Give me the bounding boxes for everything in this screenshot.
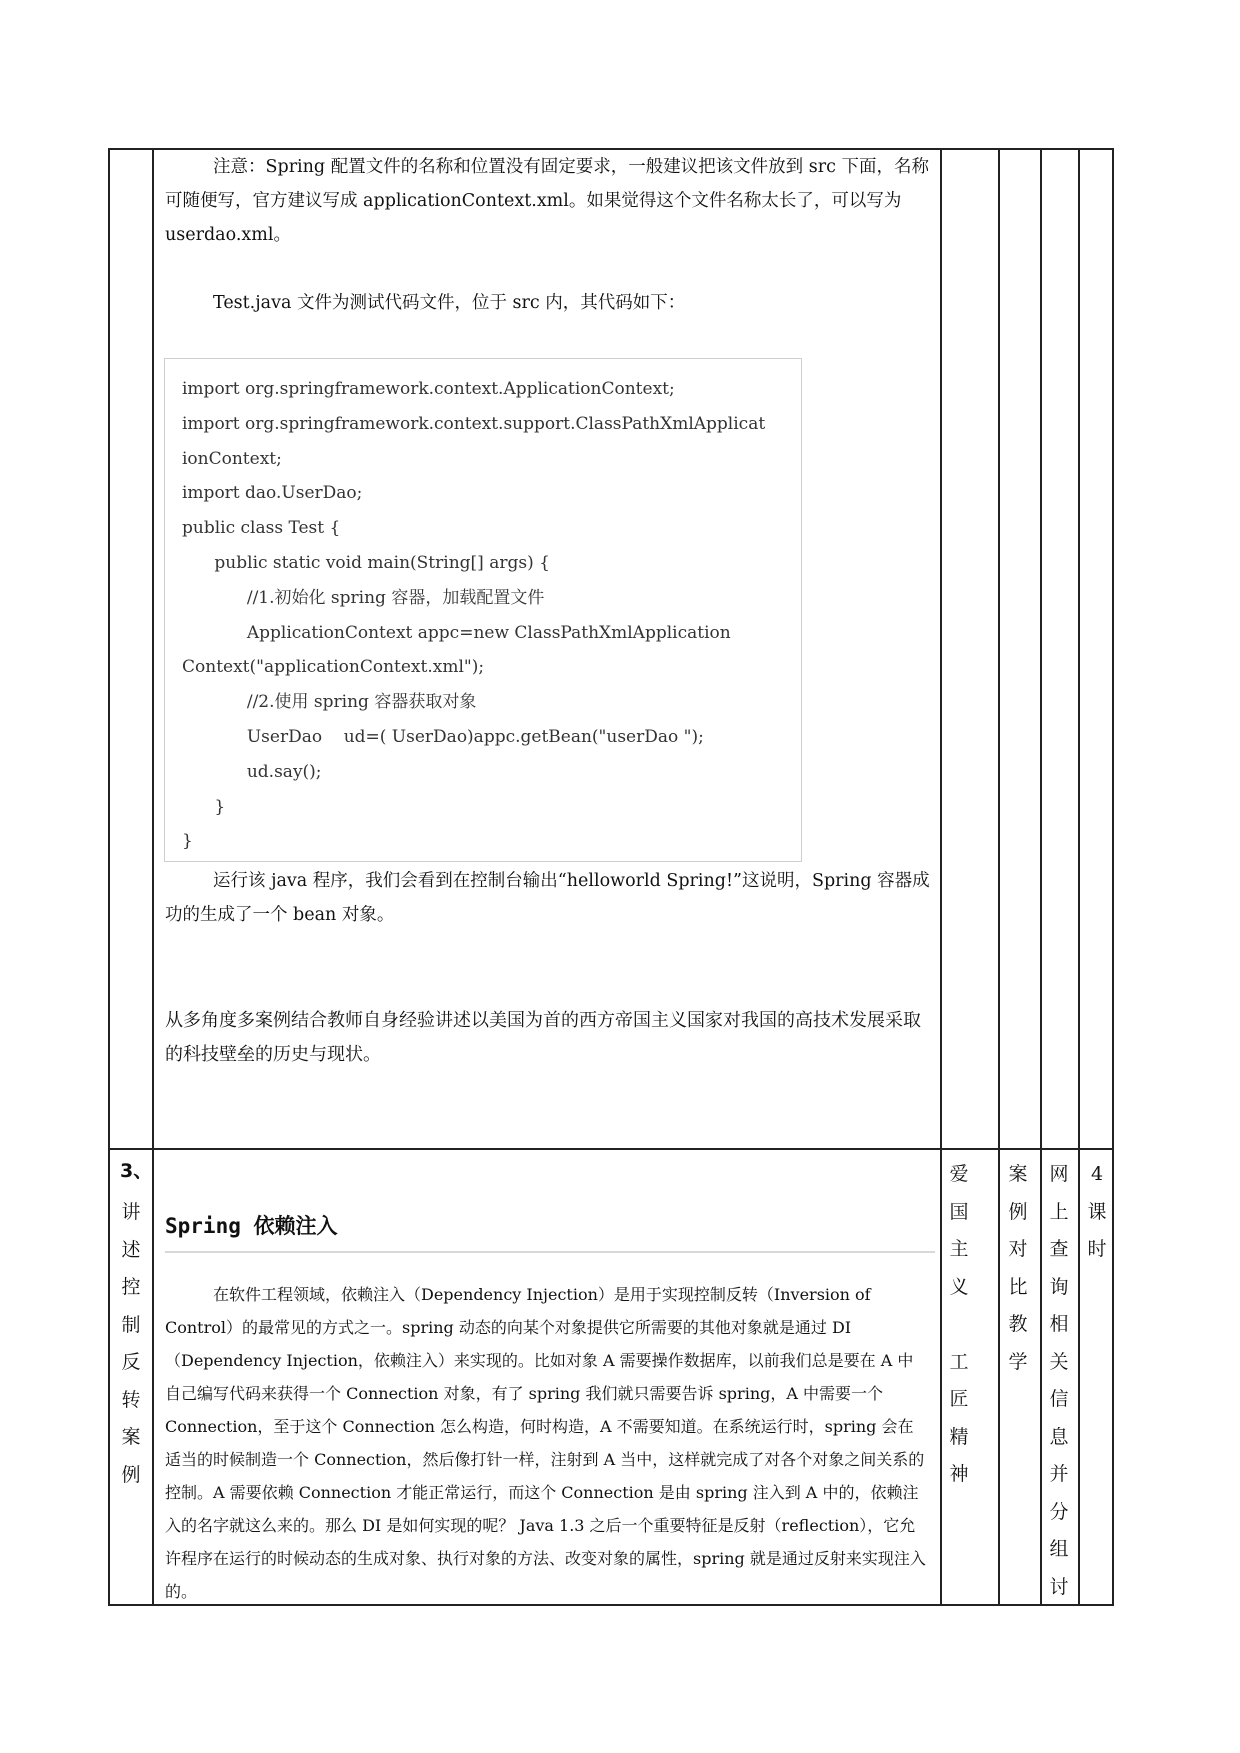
code-line: } xyxy=(182,796,226,817)
ideology-char: 工 xyxy=(949,1350,969,1373)
col-border xyxy=(1040,148,1042,1606)
method-char: 学 xyxy=(1008,1350,1028,1373)
ideology-char: 国 xyxy=(949,1200,969,1223)
code-line: } xyxy=(182,831,193,852)
code-line: //1.初始化 spring 容器，加载配置文件 xyxy=(182,587,545,608)
activity-char: 上 xyxy=(1049,1200,1069,1223)
dependency-injection-paragraph: 在软件工程领域，依赖注入（Dependency Injection）是用于实现控制反转（Inversion of Control）的最常见的方式之一。spring 动态的向某个对象提供它所需要的其他对象就是通过 DI（Dependency Injection，依赖注入）来实现的。比如对象 A 需要操作数据库，以前我们总是要在 A 中自己编写代码来获得一个 Connection 对象，有了 spring 我们就只需要告诉 spring，A 中需要一个 Connection，至于这个 Connection 怎么构造，何时构造，A 不需要知道。在系统运行时，spring 会在适当的时候制造一个 Connection，然后像打针一样，注射到 A 当中，这样就完成了对各个对象之间关系的控制。A 需要依赖 Connection 才能正常运行，而这个 Connection 是由 spring 注入到 A 中的，依赖注入的名字就这么来的。那么 DI 是如何实现的呢？ Java 1.3 之后一个重要特征是反射（reflection），它允许程序在运行的时候动态的生成对象、执行对象的方法、改变对象的属性，spring 就是通过反射来实现注入的。 xyxy=(165,1285,926,1601)
ideology-char: 匠 xyxy=(949,1388,969,1410)
ideology-char: 义 xyxy=(949,1275,969,1298)
activity-char: 信 xyxy=(1049,1388,1069,1410)
col-border xyxy=(998,148,1000,1606)
section-title-char: 述 xyxy=(121,1238,141,1261)
hours-column xyxy=(1085,1156,1109,1269)
heading-divider xyxy=(165,1251,935,1253)
method-char: 例 xyxy=(1008,1200,1028,1223)
code-line: UserDao ud=( UserDao)appc.getBean("userDao "); xyxy=(182,726,704,747)
hours-char: 时 xyxy=(1087,1238,1107,1260)
section-title-char: 控 xyxy=(121,1276,141,1298)
ideology-char: 爱 xyxy=(949,1163,969,1185)
code-line: ud.say(); xyxy=(182,761,322,782)
activity-char: 询 xyxy=(1049,1275,1069,1298)
method-char: 教 xyxy=(1008,1313,1028,1335)
config-note-paragraph: 注意：Spring 配置文件的名称和位置没有固定要求，一般建议把该文件放到 src 下面，名称可随便写，官方建议写成 applicationContext.xml。如果觉得这个文件名称太长了，可以写为 userdao.xml。 xyxy=(165,157,929,245)
activity-char: 关 xyxy=(1049,1350,1069,1373)
activity-char: 讨 xyxy=(1049,1575,1069,1598)
hours-char: 课 xyxy=(1087,1200,1107,1223)
section-title-char: 转 xyxy=(121,1388,141,1411)
section-title-char: 反 xyxy=(121,1351,141,1373)
activity-char: 并 xyxy=(1049,1463,1069,1485)
activity-column xyxy=(1047,1156,1071,1606)
ideology-char: 精 xyxy=(949,1425,969,1448)
code-line: import dao.UserDao; xyxy=(182,483,363,504)
code-line: import org.springframework.context.ApplicationContext; xyxy=(182,379,675,399)
code-line: import org.springframework.context.support.ClassPathXmlApplicat xyxy=(182,413,766,434)
method-char: 对 xyxy=(1008,1238,1028,1260)
code-line: Context("applicationContext.xml"); xyxy=(182,657,485,678)
method-char: 案 xyxy=(1008,1163,1028,1185)
section-heading: Spring 依赖注入 xyxy=(165,1214,338,1238)
ideology-char: 神 xyxy=(949,1463,969,1485)
test-intro-paragraph: Test.java 文件为测试代码文件，位于 src 内，其代码如下： xyxy=(213,293,686,313)
hours-char: 4 xyxy=(1090,1163,1104,1185)
section-title-char: 案 xyxy=(121,1426,141,1448)
activity-char: 查 xyxy=(1049,1238,1069,1260)
code-line: //2.使用 spring 容器获取对象 xyxy=(182,692,477,713)
code-line: ApplicationContext appc=new ClassPathXmlApplication xyxy=(182,622,731,643)
col-border xyxy=(152,148,154,1606)
activity-char: 相 xyxy=(1049,1313,1069,1335)
code-listing xyxy=(182,372,822,859)
method-char: 比 xyxy=(1008,1275,1028,1298)
section-title-char: 例 xyxy=(121,1463,141,1486)
row-divider xyxy=(108,1148,1114,1150)
activity-char: 息 xyxy=(1049,1425,1069,1448)
section-title-vertical xyxy=(119,1194,143,1494)
method-column xyxy=(1006,1156,1030,1381)
activity-char: 分 xyxy=(1049,1500,1069,1523)
ideology-column xyxy=(947,1156,971,1494)
section-title-char: 讲 xyxy=(121,1201,141,1223)
col-border xyxy=(108,148,110,1606)
section-title-char: 制 xyxy=(121,1313,141,1336)
activity-char: 网 xyxy=(1049,1163,1069,1185)
section-number: 3、 xyxy=(120,1160,153,1182)
activity-char: 组 xyxy=(1049,1538,1069,1560)
code-line: public static void main(String[] args) { xyxy=(182,552,550,573)
run-result-paragraph: 运行该 java 程序，我们会看到在控制台输出“helloworld Spring!”这说明，Spring 容器成功的生成了一个 bean 对象。 xyxy=(165,871,930,925)
code-line: public class Test { xyxy=(182,518,341,539)
col-border xyxy=(940,148,942,1606)
col-border xyxy=(1078,148,1080,1606)
col-border xyxy=(1112,148,1114,1606)
ideology-paragraph: 从多角度多案例结合教师自身经验讲述以美国为首的西方帝国主义国家对我国的高技术发展采取的科技壁垒的历史与现状。 xyxy=(165,1010,921,1065)
ideology-char: 主 xyxy=(949,1238,969,1260)
ideology-char xyxy=(947,1306,971,1344)
code-line: ionContext; xyxy=(182,448,282,469)
